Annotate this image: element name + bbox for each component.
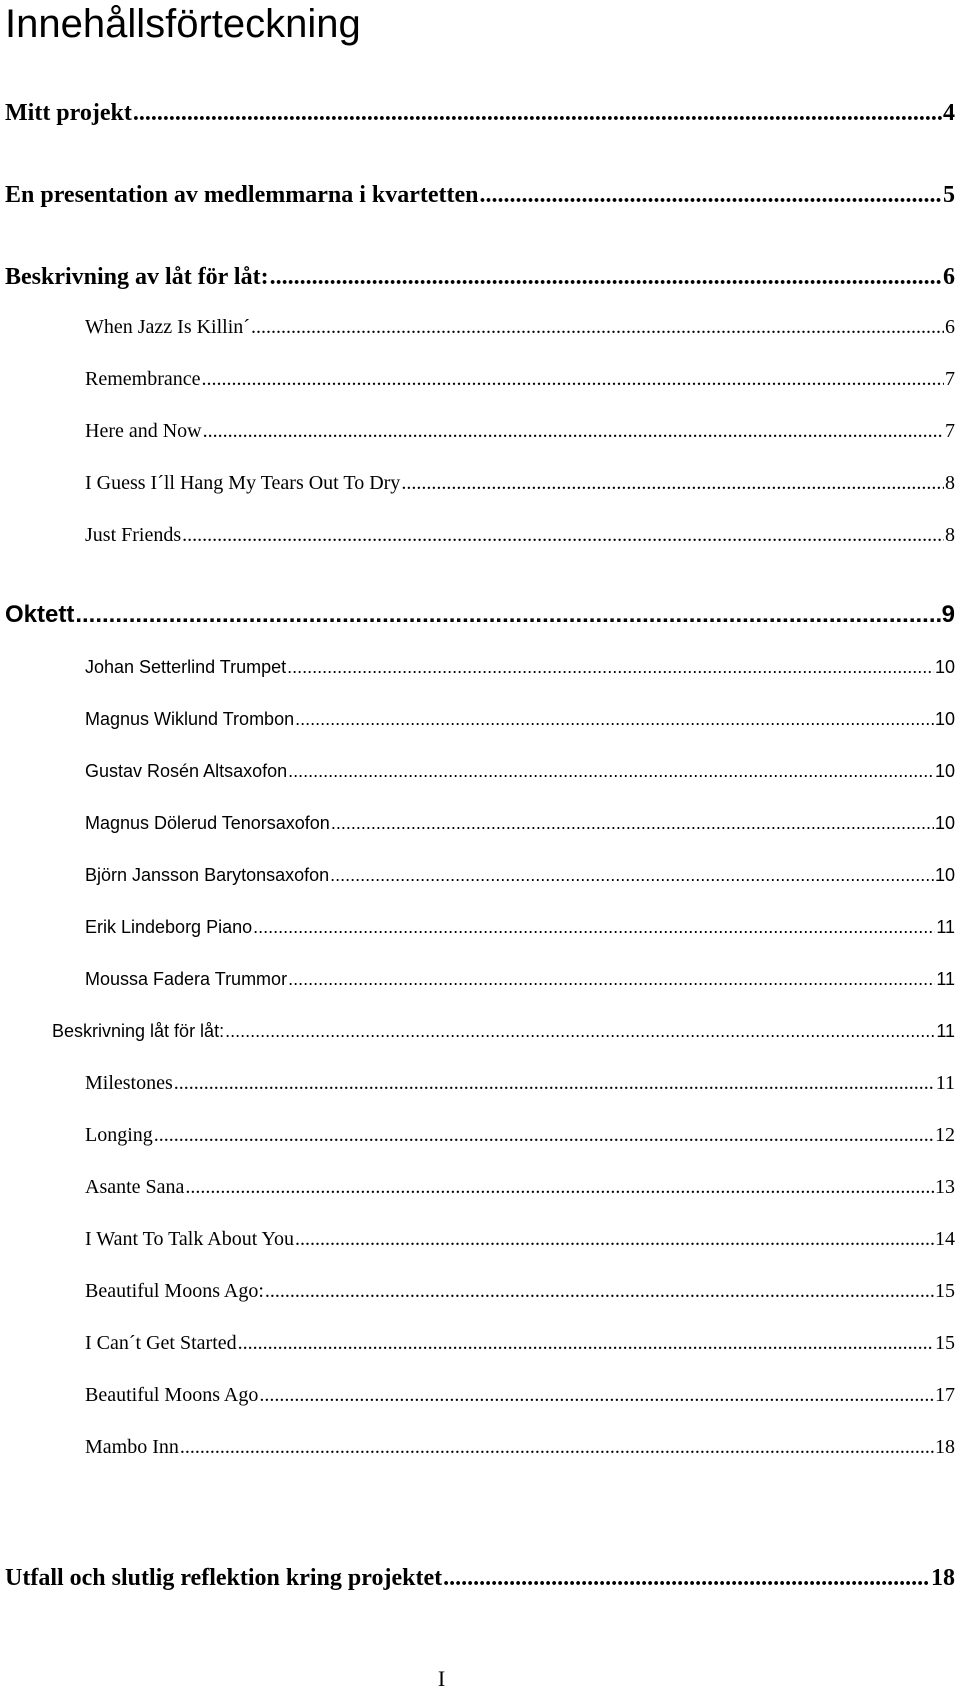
toc-page-number: 8 xyxy=(945,472,955,494)
toc-dot-leader xyxy=(480,179,942,211)
toc-entry-moussa-fadera[interactable] xyxy=(85,965,955,993)
toc-page-number: 10 xyxy=(934,761,955,781)
toc-page-number: 6 xyxy=(945,316,955,338)
toc-dot-leader xyxy=(295,1225,934,1253)
toc-dot-leader xyxy=(174,1069,935,1097)
toc-page-number: 11 xyxy=(936,969,955,989)
toc-entry-label: I Want To Talk About You xyxy=(85,1228,294,1250)
toc-page-number: 7 xyxy=(945,420,955,442)
toc-page-number: 18 xyxy=(935,1436,955,1458)
toc-entry-johan-setterlind[interactable] xyxy=(85,653,955,681)
toc-entry-label: Milestones xyxy=(85,1072,173,1094)
toc-dot-leader xyxy=(265,1277,934,1305)
toc-entry-label: Björn Jansson Barytonsaxofon xyxy=(85,865,330,885)
toc-entry-presentation[interactable] xyxy=(5,179,955,211)
toc-entry-longing[interactable] xyxy=(85,1121,955,1149)
toc-dot-leader xyxy=(154,1121,934,1149)
toc-dot-leader xyxy=(295,705,934,733)
toc-entry-label: Asante Sana xyxy=(85,1176,185,1198)
toc-entry-label: Beautiful Moons Ago xyxy=(85,1384,259,1406)
toc-dot-leader xyxy=(75,599,940,631)
toc-page-number: 10 xyxy=(934,813,955,833)
toc-entry-beautiful-moons-colon[interactable] xyxy=(85,1277,955,1305)
toc-entry-magnus-wiklund[interactable] xyxy=(85,705,955,733)
toc-entry-beautiful-moons[interactable] xyxy=(85,1381,955,1409)
toc-entry-label: Mitt projekt xyxy=(5,100,132,126)
toc-entry-label: When Jazz Is Killin´ xyxy=(85,316,250,338)
toc-page-number: 10 xyxy=(934,657,955,677)
toc-page-number: 10 xyxy=(934,709,955,729)
toc-entry-label: I Can´t Get Started xyxy=(85,1332,237,1354)
toc-entry-remembrance[interactable] xyxy=(85,365,955,393)
toc-entry-i-guess[interactable] xyxy=(85,469,955,497)
toc-entry-label: I Guess I´ll Hang My Tears Out To Dry xyxy=(85,472,401,494)
toc-entry-label: Beautiful Moons Ago: xyxy=(85,1280,264,1302)
toc-dot-leader xyxy=(202,365,945,393)
toc-entry-label: En presentation av medlemmarna i kvartetten xyxy=(5,182,479,208)
toc-dot-leader xyxy=(443,1562,930,1594)
toc-entry-gustav-rosen[interactable] xyxy=(85,757,955,785)
toc-dot-leader xyxy=(225,1017,935,1045)
toc-entry-asante-sana[interactable] xyxy=(85,1173,955,1201)
toc-entry-beskrivning-1[interactable] xyxy=(5,261,955,293)
toc-entry-label: Just Friends xyxy=(85,524,182,546)
toc-page-number: 13 xyxy=(935,1176,955,1198)
toc-page-number: 12 xyxy=(935,1124,955,1146)
toc-dot-leader xyxy=(288,965,935,993)
toc-entry-oktett[interactable] xyxy=(5,599,955,631)
toc-page-number: 4 xyxy=(943,100,955,126)
toc-entry-utfall[interactable] xyxy=(5,1562,955,1594)
toc-dot-leader xyxy=(251,313,944,341)
toc-entry-here-and-now[interactable] xyxy=(85,417,955,445)
toc-dot-leader xyxy=(288,757,934,785)
toc-page-number: 15 xyxy=(935,1280,955,1302)
toc-dot-leader xyxy=(182,521,944,549)
toc-dot-leader xyxy=(401,469,944,497)
toc-dot-leader xyxy=(330,861,934,889)
toc-entry-when-jazz[interactable] xyxy=(85,313,955,341)
toc-entry-label: Here and Now xyxy=(85,420,202,442)
toc-dot-leader xyxy=(180,1433,934,1461)
toc-entry-label: Beskrivning av låt för låt: xyxy=(5,264,269,290)
toc-page-number: 15 xyxy=(935,1332,955,1354)
toc-entry-label: Beskrivning låt för låt: xyxy=(52,1021,225,1041)
toc-entry-label: Remembrance xyxy=(85,368,201,390)
toc-entry-mambo-inn[interactable] xyxy=(85,1433,955,1461)
toc-dot-leader xyxy=(259,1381,934,1409)
toc-dot-leader xyxy=(287,653,934,681)
toc-page-number: 11 xyxy=(936,917,955,937)
toc-entry-label: Utfall och slutlig reflektion kring projektet xyxy=(5,1565,443,1591)
toc-page-number: 5 xyxy=(943,182,955,208)
toc-page-number: 7 xyxy=(945,368,955,390)
toc-entry-magnus-dolerud[interactable] xyxy=(85,809,955,837)
toc-page-number: 8 xyxy=(945,524,955,546)
document-title: Innehållsförteckning xyxy=(5,2,361,46)
toc-page-number: 10 xyxy=(934,865,955,885)
toc-page-number: 9 xyxy=(941,601,955,628)
toc-entry-beskrivning-2[interactable] xyxy=(52,1017,955,1045)
toc-dot-leader xyxy=(253,913,935,941)
toc-entry-label: Magnus Wiklund Trombon xyxy=(85,709,295,729)
toc-entry-label: Erik Lindeborg Piano xyxy=(85,917,253,937)
toc-entry-label: Magnus Dölerud Tenorsaxofon xyxy=(85,813,330,833)
toc-entry-label: Moussa Fadera Trummor xyxy=(85,969,288,989)
toc-dot-leader xyxy=(331,809,934,837)
toc-entry-erik-lindeborg[interactable] xyxy=(85,913,955,941)
toc-entry-label: Mambo Inn xyxy=(85,1436,179,1458)
toc-entry-label: Oktett xyxy=(5,601,75,628)
toc-page-number: 6 xyxy=(943,264,955,290)
toc-entry-milestones[interactable] xyxy=(85,1069,955,1097)
toc-page-number: 17 xyxy=(935,1384,955,1406)
toc-entry-i-want-to-talk[interactable] xyxy=(85,1225,955,1253)
toc-dot-leader xyxy=(185,1173,934,1201)
toc-dot-leader xyxy=(203,417,944,445)
toc-dot-leader xyxy=(238,1329,934,1357)
toc-entry-label: Longing xyxy=(85,1124,153,1146)
toc-entry-label: Gustav Rosén Altsaxofon xyxy=(85,761,288,781)
toc-dot-leader xyxy=(270,261,942,293)
toc-entry-i-cant-get-started[interactable] xyxy=(85,1329,955,1357)
toc-page-number: 18 xyxy=(931,1565,955,1591)
page-number: I xyxy=(437,1666,446,1691)
toc-entry-mitt-projekt[interactable] xyxy=(5,97,955,129)
toc-dot-leader xyxy=(133,97,942,129)
toc-page-number: 11 xyxy=(936,1021,955,1041)
toc-entry-label: Johan Setterlind Trumpet xyxy=(85,657,287,677)
toc-entry-bjorn-jansson[interactable] xyxy=(85,861,955,889)
toc-entry-just-friends[interactable] xyxy=(85,521,955,549)
toc-page-number: 11 xyxy=(935,1072,955,1094)
toc-page-number: 14 xyxy=(935,1228,955,1250)
